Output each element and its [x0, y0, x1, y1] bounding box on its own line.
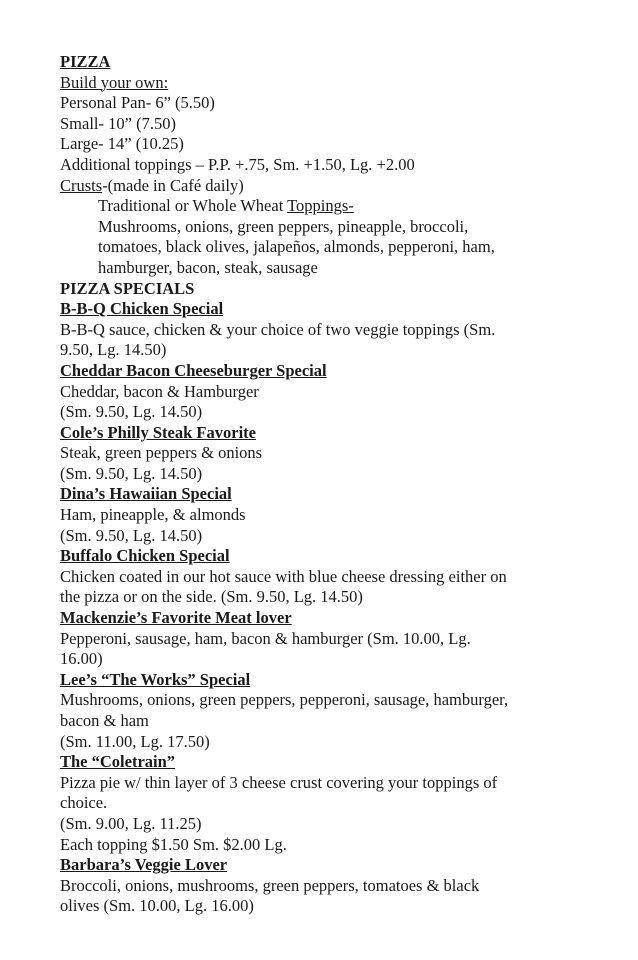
- special-description: B-B-Q sauce, chicken & your choice of two veggie toppings (Sm.: [60, 319, 496, 339]
- special-name: The “Coletrain”: [60, 752, 176, 772]
- special-name: Barbara’s Veggie Lover: [60, 855, 228, 875]
- special-description: 9.50, Lg. 14.50): [60, 340, 167, 360]
- special-description: Broccoli, onions, mushrooms, green peppers, tomatoes & black: [60, 875, 480, 895]
- specials-title: PIZZA SPECIALS: [60, 278, 195, 298]
- size-large: Large- 14” (10.25): [60, 134, 184, 154]
- special-topping-price: Each topping $1.50 Sm. $2.00 Lg.: [60, 834, 287, 854]
- crust-types: Traditional or Whole Wheat: [98, 196, 288, 216]
- special-price: (Sm. 11.00, Lg. 17.50): [60, 731, 210, 751]
- size-small: Small- 10” (7.50): [60, 113, 176, 133]
- pizza-section: [60, 52, 560, 279]
- special-description: Chicken coated in our hot sauce with blue cheese dressing either on: [60, 566, 507, 586]
- size-personal-pan: Personal Pan- 6” (5.50): [60, 93, 215, 113]
- special-item: [60, 670, 560, 752]
- special-price: (Sm. 9.00, Lg. 11.25): [60, 813, 202, 833]
- build-your-own-label: Build your own:: [60, 72, 169, 92]
- special-name: Mackenzie’s Favorite Meat lover: [60, 608, 292, 628]
- toppings-list-line: tomatoes, black olives, jalapeños, almonds, pepperoni, ham,: [98, 237, 495, 257]
- special-item: [60, 546, 560, 608]
- toppings-list-line: Mushrooms, onions, green peppers, pineapple, broccoli,: [98, 216, 469, 236]
- special-name: Lee’s “The Works” Special: [60, 669, 251, 689]
- special-item: [60, 608, 560, 670]
- special-description: Ham, pineapple, & almonds: [60, 505, 246, 525]
- special-price: (Sm. 9.50, Lg. 14.50): [60, 463, 203, 483]
- toppings-label: Toppings-: [287, 196, 354, 216]
- crusts-line: [60, 176, 560, 197]
- additional-toppings-price: Additional toppings – P.P. +.75, Sm. +1.50, Lg. +2.00: [60, 154, 415, 174]
- special-price: (Sm. 9.50, Lg. 14.50): [60, 402, 203, 422]
- pizza-title: PIZZA: [60, 52, 111, 71]
- special-name: Cole’s Philly Steak Favorite: [60, 422, 256, 442]
- special-description: the pizza or on the side. (Sm. 9.50, Lg. 14.50): [60, 587, 363, 607]
- special-item: [60, 299, 560, 361]
- special-item: [60, 423, 560, 485]
- special-description: 16.00): [60, 649, 103, 669]
- special-name: Buffalo Chicken Special: [60, 546, 230, 566]
- special-description: choice.: [60, 793, 108, 813]
- special-item: [60, 855, 560, 917]
- special-description: bacon & ham: [60, 711, 149, 730]
- special-item: [60, 361, 560, 423]
- special-name: Dina’s Hawaiian Special: [60, 484, 232, 504]
- special-description: Steak, green peppers & onions: [60, 443, 263, 463]
- specials-section: [60, 279, 560, 917]
- crusts-label: Crusts: [60, 175, 103, 195]
- special-price: (Sm. 9.50, Lg. 14.50): [60, 525, 203, 545]
- crusts-note: -(made in Café daily): [102, 175, 244, 195]
- menu-page: [60, 52, 560, 917]
- special-description: Pepperoni, sausage, ham, bacon & hamburger (Sm. 10.00, Lg.: [60, 628, 471, 648]
- special-description: Cheddar, bacon & Hamburger: [60, 381, 259, 401]
- special-name: B-B-Q Chicken Special: [60, 299, 224, 319]
- crust-types-line: [60, 196, 560, 217]
- toppings-list-line: hamburger, bacon, steak, sausage: [98, 257, 318, 277]
- special-item: [60, 484, 560, 546]
- special-description: Pizza pie w/ thin layer of 3 cheese crust covering your toppings of: [60, 772, 498, 792]
- special-name: Cheddar Bacon Cheeseburger Special: [60, 360, 327, 380]
- special-item: [60, 752, 560, 855]
- special-description: Mushrooms, onions, green peppers, pepperoni, sausage, hamburger,: [60, 690, 509, 710]
- special-description: olives (Sm. 10.00, Lg. 16.00): [60, 896, 254, 916]
